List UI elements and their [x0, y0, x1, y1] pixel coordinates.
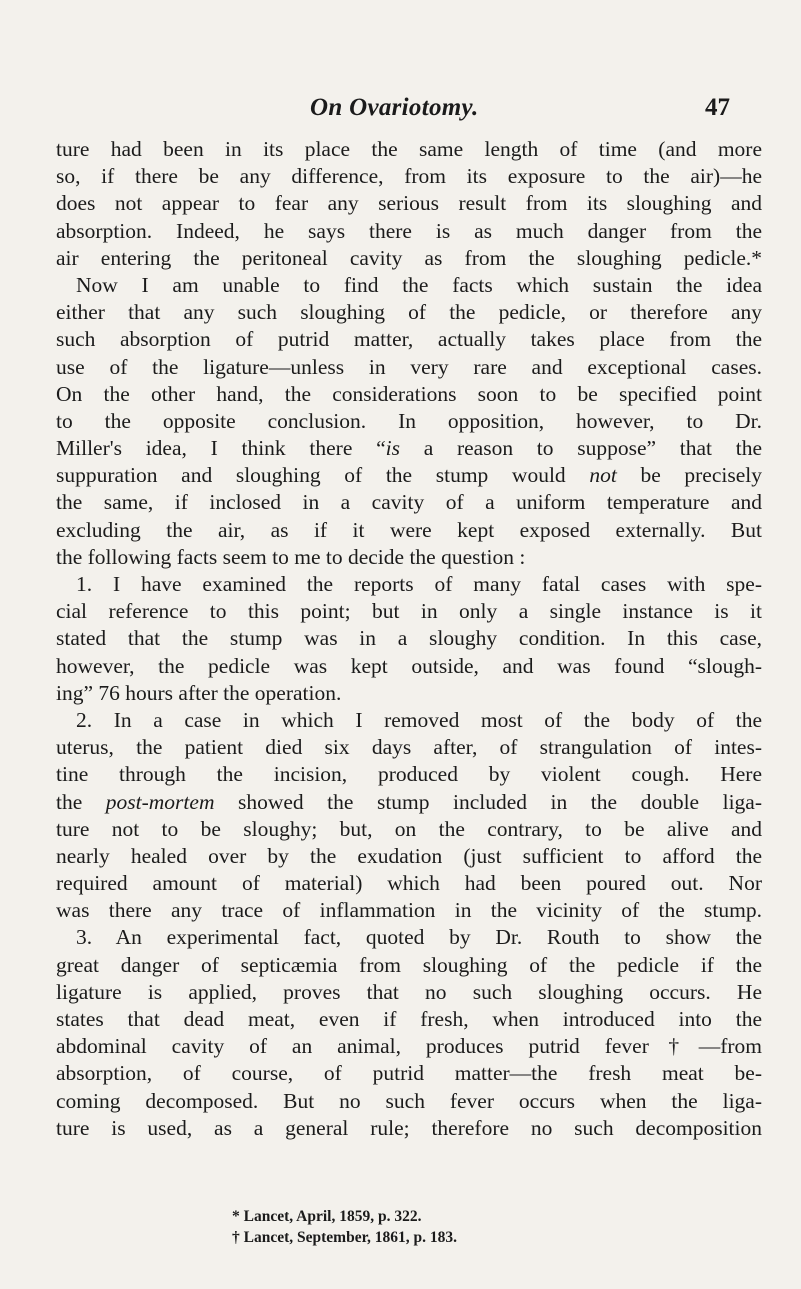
text-segment: abdominal cavity of an animal, produces putrid fever†—from — [56, 1034, 762, 1059]
text-segment: absorption. Indeed, he says there is as much danger from the — [56, 218, 762, 243]
text-segment: nearly healed over by the exudation (just sufficient to afford the — [56, 843, 762, 868]
text-line — [56, 870, 762, 897]
text-segment: 1. I have examined the reports of many fatal cases with spe- — [76, 572, 762, 596]
text-segment: coming decomposed. But no such fever occurs when the liga- — [56, 1088, 762, 1113]
text-line — [56, 136, 762, 163]
text-line — [56, 190, 762, 217]
page-number: 47 — [705, 94, 730, 121]
text-segment: however, the pedicle was kept outside, and was found “slough- — [56, 653, 762, 678]
text-segment: to the opposite conclusion. In opposition, however, to Dr. — [56, 408, 762, 433]
text-segment: the — [56, 789, 106, 814]
text-segment: stated that the stump was in a sloughy condition. In this case, — [56, 626, 762, 651]
text-segment: great danger of septicæmia from sloughing of the pedicle if the — [56, 952, 762, 977]
text-segment: either that any such sloughing of the pedicle, or therefore any — [56, 300, 762, 325]
text-segment: Miller's idea, I think there “ — [56, 436, 386, 461]
text-line — [56, 1088, 762, 1115]
text-line — [56, 489, 762, 516]
text-line — [56, 408, 762, 435]
text-segment: use of the ligature—unless in very rare and exceptional cases. — [56, 354, 762, 379]
text-line — [56, 897, 762, 924]
text-line — [56, 816, 762, 843]
text-line — [56, 517, 762, 544]
text-segment: states that dead meat, even if fresh, when introduced into the — [56, 1007, 762, 1031]
text-segment: absorption, of course, of putrid matter—the fresh meat be- — [56, 1061, 762, 1086]
footnote: * Lancet, April, 1859, p. 322. — [232, 1208, 422, 1225]
text-segment: ture is used, as a general rule; therefore no such decomposition — [56, 1115, 762, 1140]
italic-emphasis: is — [385, 436, 400, 461]
text-segment: uterus, the patient died six days after, of strangulation of intes- — [56, 735, 762, 760]
text-segment: required amount of material) which had been poured out. Nor — [56, 871, 762, 896]
text-line — [56, 245, 762, 272]
text-line — [56, 734, 762, 761]
text-line — [56, 1115, 762, 1142]
text-segment: showed the stump included in the double liga- — [214, 789, 762, 814]
text-line — [56, 653, 762, 680]
text-line — [56, 761, 762, 788]
text-line — [56, 544, 762, 571]
text-line — [56, 1033, 762, 1060]
text-segment: be precisely — [616, 463, 762, 488]
text-segment: the same, if inclosed in a cavity of a uniform temperature and — [56, 490, 762, 515]
text-line — [56, 326, 762, 353]
page-header — [0, 94, 801, 124]
text-segment: such absorption of putrid matter, actually takes place from the — [56, 327, 762, 352]
text-segment: ligature is applied, proves that no such sloughing occurs. He — [56, 979, 762, 1004]
text-line — [56, 1006, 762, 1033]
text-segment: ture had been in its place the same length of time (and more — [56, 137, 762, 161]
text-segment: so, if there be any difference, from its exposure to the air)—he — [56, 164, 762, 189]
body-text — [56, 136, 762, 1142]
italic-emphasis: not — [589, 463, 617, 488]
text-segment: a reason to suppose” that the — [399, 436, 762, 461]
text-segment: does not appear to fear any serious result from its sloughing and — [56, 191, 762, 216]
text-segment: cial reference to this point; but in only a single instance is it — [56, 599, 762, 624]
text-segment: 3. An experimental fact, quoted by Dr. Routh to show the — [76, 925, 762, 950]
footnotes — [232, 1206, 652, 1248]
text-line — [56, 299, 762, 326]
text-line — [56, 272, 762, 299]
text-segment: excluding the air, as if it were kept exposed externally. But — [56, 517, 762, 542]
text-line — [56, 435, 762, 462]
text-segment: ture not to be sloughy; but, on the contrary, to be alive and — [56, 816, 762, 841]
text-segment: was there any trace of inflammation in the vicinity of the stump. — [56, 898, 762, 923]
text-segment: ing” 76 hours after the operation. — [56, 680, 342, 705]
text-line — [56, 843, 762, 870]
text-line — [56, 571, 762, 598]
text-line — [56, 218, 762, 245]
text-line — [56, 163, 762, 190]
text-segment: 2. In a case in which I removed most of the body of the — [76, 707, 762, 732]
text-line — [56, 680, 762, 707]
text-segment: tine through the incision, produced by violent cough. Here — [56, 762, 762, 787]
italic-emphasis: post-mortem — [105, 789, 215, 814]
text-line — [56, 979, 762, 1006]
text-line — [56, 598, 762, 625]
text-line — [56, 952, 762, 979]
text-segment: Now I am unable to find the facts which sustain the idea — [76, 272, 762, 297]
text-segment: air entering the peritoneal cavity as from the sloughing pedicle.* — [56, 245, 762, 270]
text-segment: On the other hand, the considerations soon to be specified point — [56, 381, 762, 406]
footnote: † Lancet, September, 1861, p. 183. — [232, 1229, 458, 1246]
text-line — [56, 625, 762, 652]
text-line — [56, 789, 762, 816]
text-line — [56, 381, 762, 408]
text-line — [56, 707, 762, 734]
text-segment: the following facts seem to me to decide the question : — [56, 544, 526, 569]
text-line — [56, 924, 762, 951]
text-line — [56, 1060, 762, 1087]
text-line — [56, 462, 762, 489]
text-line — [56, 354, 762, 381]
running-title: On Ovariotomy. — [310, 94, 479, 121]
text-segment: suppuration and sloughing of the stump would — [56, 463, 590, 488]
